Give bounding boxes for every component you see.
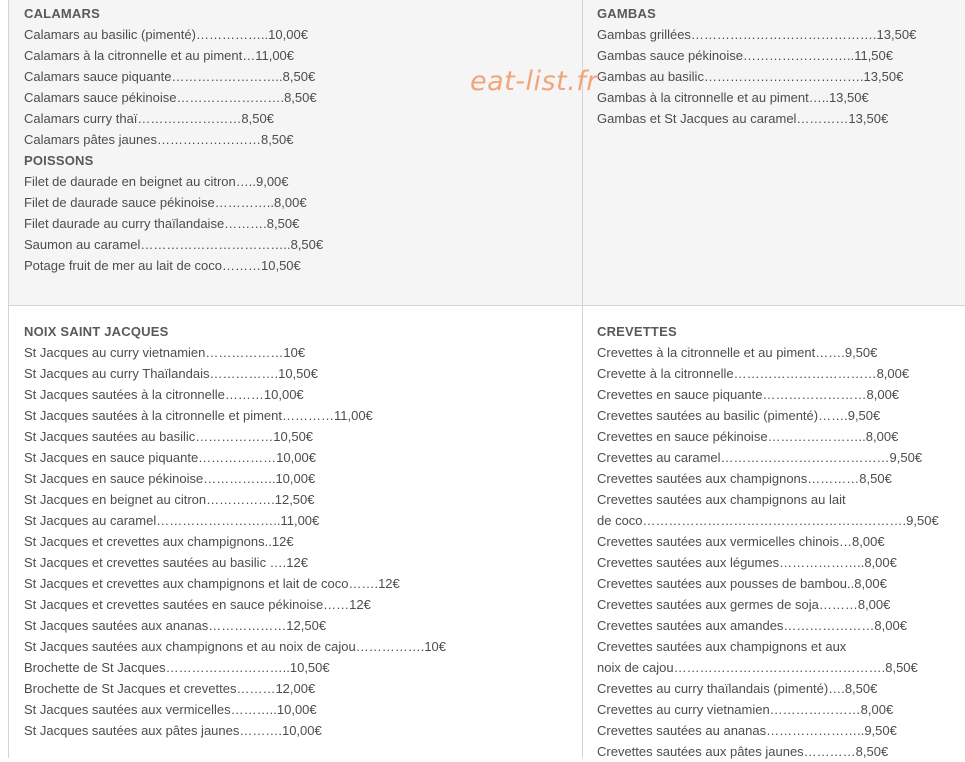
menu-item: Gambas sauce pékinoise……………………..11,50€ — [597, 48, 893, 63]
menu-item: noix de cajou………………………………………….8,50€ — [597, 660, 918, 675]
section-title-noix-saint-jacques: NOIX SAINT JACQUES — [24, 324, 169, 339]
menu-item: St Jacques et crevettes aux champignons et lait de coco…….12€ — [24, 576, 400, 591]
menu-item: Filet daurade au curry thaïlandaise……….8,50€ — [24, 216, 300, 231]
menu-item: Crevettes à la citronnelle et au piment…….9,50€ — [597, 345, 878, 360]
menu-item: Calamars à la citronnelle et au piment…11,00€ — [24, 48, 295, 63]
cell-content — [597, 3, 916, 129]
menu-item: Crevettes sautées aux champignons…………8,50€ — [597, 471, 892, 486]
menu-item: Gambas et St Jacques au caramel…………13,50€ — [597, 111, 889, 126]
menu-item: Brochette de St Jacques………………………..10,50€ — [24, 660, 330, 675]
menu-item: St Jacques au caramel………………………..11,00€ — [24, 513, 320, 528]
menu-item: Crevette à la citronnelle……………………………8,00€ — [597, 366, 910, 381]
menu-item: St Jacques en sauce pékinoise……………..10,00€ — [24, 471, 316, 486]
menu-item: Crevettes au curry vietnamien…………………8,00€ — [597, 702, 894, 717]
menu-item: Gambas au basilic……………………………….13,50€ — [597, 69, 904, 84]
menu-item: Calamars sauce piquante……………………..8,50€ — [24, 69, 316, 84]
menu-item: de coco…………………………………………………….9,50€ — [597, 513, 939, 528]
menu-item: Crevettes sautées aux amandes…………………8,00€ — [597, 618, 907, 633]
cell-noix-saint-jacques — [8, 306, 583, 758]
cell-crevettes — [583, 306, 965, 758]
menu-item: Calamars curry thaï……………………8,50€ — [24, 111, 274, 126]
menu-item: Crevettes au caramel…………………………………9,50€ — [597, 450, 923, 465]
menu-item: St Jacques et crevettes sautées au basilic ….12€ — [24, 555, 308, 570]
menu-item: St Jacques sautées aux champignons et au noix de cajou…………….10€ — [24, 639, 447, 654]
section-title-gambas: GAMBAS — [597, 6, 656, 21]
menu-item: Crevettes sautées au basilic (pimenté)…….9,50€ — [597, 408, 881, 423]
menu-item: Filet de daurade en beignet au citron…..9,00€ — [24, 174, 289, 189]
crevettes-list — [597, 342, 939, 762]
cell-content — [24, 321, 446, 741]
calamars-list — [24, 24, 323, 150]
menu-item: St Jacques au curry Thaïlandais…………….10,50€ — [24, 366, 318, 381]
menu-item: Brochette de St Jacques et crevettes………12,00€ — [24, 681, 316, 696]
menu-item: Potage fruit de mer au lait de coco………10,50€ — [24, 258, 301, 273]
menu-item: Crevettes en sauce piquante……………………8,00€ — [597, 387, 900, 402]
menu-item: Crevettes sautées au ananas…………………..9,50€ — [597, 723, 897, 738]
menu-item: St Jacques sautées aux ananas………………12,50€ — [24, 618, 327, 633]
menu-item: Calamars au basilic (pimenté)……………..10,00€ — [24, 27, 308, 42]
menu-item: St Jacques et crevettes sautées en sauce pékinoise……12€ — [24, 597, 371, 612]
menu-item: Crevettes sautées aux légumes………………..8,00€ — [597, 555, 897, 570]
menu-item: Crevettes sautées aux vermicelles chinois…8,00€ — [597, 534, 885, 549]
menu-item: Crevettes sautées aux champignons au lait — [597, 492, 846, 507]
menu-item: Calamars sauce pékinoise…………………….8,50€ — [24, 90, 317, 105]
menu-item: St Jacques sautées à la citronnelle et piment…………11,00€ — [24, 408, 373, 423]
menu-item: Crevettes sautées aux pâtes jaunes…………8,50€ — [597, 744, 889, 759]
section-title-calamars: CALAMARS — [24, 6, 100, 21]
menu-item: Filet de daurade sauce pékinoise…………..8,00€ — [24, 195, 307, 210]
menu-item: Crevettes au curry thaïlandais (pimenté)….8,50€ — [597, 681, 878, 696]
menu-item: Gambas grillées…………………………………….13,50€ — [597, 27, 917, 42]
cell-calamars-poissons — [8, 0, 583, 306]
cell-content — [24, 3, 323, 276]
noix-saint-jacques-list — [24, 342, 446, 741]
watermark-text: eat-list.fr — [470, 66, 598, 97]
menu-item: St Jacques sautées au basilic………………10,50€ — [24, 429, 314, 444]
menu-item: Crevettes sautées aux germes de soja………8,00€ — [597, 597, 891, 612]
menu-item: St Jacques au curry vietnamien………………10€ — [24, 345, 306, 360]
menu-item: St Jacques sautées à la citronnelle………10,00€ — [24, 387, 304, 402]
menu-item: St Jacques et crevettes aux champignons..12€ — [24, 534, 294, 549]
menu-item: Saumon au caramel……………………………..8,50€ — [24, 237, 324, 252]
menu-item: St Jacques en sauce piquante………………10,00€ — [24, 450, 316, 465]
menu-grid — [8, 0, 965, 758]
section-title-crevettes: CREVETTES — [597, 324, 677, 339]
menu-item: Crevettes en sauce pékinoise…………………..8,00€ — [597, 429, 899, 444]
menu-item: Gambas à la citronnelle et au piment…..13,50€ — [597, 90, 869, 105]
poissons-list — [24, 171, 323, 276]
menu-item: Crevettes sautées aux champignons et aux — [597, 639, 847, 654]
menu-item: Crevettes sautées aux pousses de bambou..8,00€ — [597, 576, 887, 591]
menu-item: Calamars pâtes jaunes……………………8,50€ — [24, 132, 294, 147]
cell-gambas — [583, 0, 965, 306]
menu-item: St Jacques sautées aux vermicelles………..10,00€ — [24, 702, 317, 717]
section-title-poissons: POISSONS — [24, 153, 94, 168]
menu-item: St Jacques en beignet au citron…………….12,50€ — [24, 492, 315, 507]
gambas-list — [597, 24, 916, 129]
menu-item: St Jacques sautées aux pâtes jaunes……….10,00€ — [24, 723, 322, 738]
cell-content — [597, 321, 939, 762]
